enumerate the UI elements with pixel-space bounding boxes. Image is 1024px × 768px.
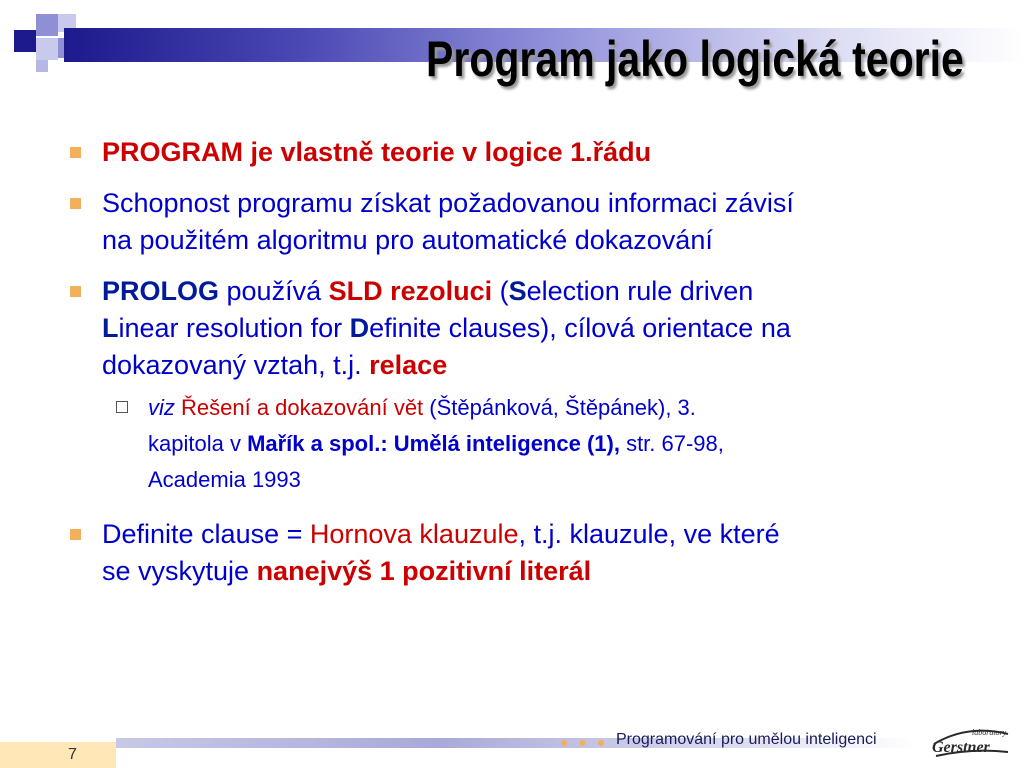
bullet-text: na použitém algoritmu pro automatické dokazování (102, 225, 713, 255)
sld-term: SLD rezoluci (328, 276, 493, 306)
hollow-square-bullet-icon (116, 401, 128, 413)
bullet-text: inear resolution for (118, 313, 350, 343)
bullet-text: se vyskytuje (102, 556, 257, 586)
sub-text: str. 67-98, (619, 431, 724, 456)
acronym-letter: D (349, 313, 370, 343)
bullet-text: Schopnost programu získat požadovanou informaci závisí (102, 188, 794, 218)
footer-course-title: Programování pro umělou inteligenci (616, 731, 877, 748)
deco-square (36, 60, 48, 72)
slide-content (62, 134, 962, 604)
prolog-term: PROLOG (102, 276, 220, 306)
logo-small-text: laboratory (972, 728, 1007, 737)
bullet-item (62, 185, 962, 259)
bullet-text: election rule driven (526, 276, 754, 306)
acronym-letter: S (508, 276, 527, 306)
deco-square (14, 30, 36, 52)
deco-square (36, 14, 58, 36)
footer-dots-icon: ● ● ● (560, 734, 609, 750)
relace-term: relace (369, 350, 448, 380)
sub-text: Academia 1993 (148, 467, 301, 492)
emphasis-term: nanejvýš 1 pozitivní literál (256, 556, 592, 586)
bullet-text: , t.j. klauzule, ve které (518, 519, 780, 549)
sub-text: viz (148, 395, 175, 420)
slide-number: 7 (68, 746, 77, 763)
sub-bullet-item (102, 390, 962, 498)
square-bullet-icon (70, 529, 81, 540)
sub-text: (Štěpánková, Štěpánek), 3. (423, 395, 696, 420)
bullet-item (62, 273, 962, 384)
square-bullet-icon (70, 198, 81, 209)
bullet-item (62, 134, 962, 171)
bullet-item (62, 516, 962, 590)
slide-title: Program jako logická teorie (426, 31, 964, 87)
logo-main-text: Gerstner (932, 739, 990, 756)
deco-square (36, 38, 58, 60)
bullet-text: efinite clauses), cílová orientace na (369, 313, 791, 343)
horn-term: Hornova klauzule (309, 519, 519, 549)
book-title: Řešení a dokazování vět (181, 395, 424, 420)
gerstner-logo (928, 722, 1014, 762)
square-bullet-icon (70, 286, 81, 297)
slide-number-box (0, 742, 116, 768)
bullet-text: ( (492, 276, 509, 306)
bullet-text: používá (219, 276, 329, 306)
sub-text: kapitola v (148, 431, 248, 456)
bullet-text: Definite clause = (102, 519, 310, 549)
square-bullet-icon (70, 147, 81, 158)
bullet-text: dokazovaný vztah, t.j. (102, 350, 370, 380)
bullet-text: PROGRAM je vlastně teorie v logice 1.řádu (102, 137, 652, 167)
book-title: Mařík a spol.: Umělá inteligence (1), (247, 431, 620, 456)
acronym-letter: L (102, 313, 119, 343)
